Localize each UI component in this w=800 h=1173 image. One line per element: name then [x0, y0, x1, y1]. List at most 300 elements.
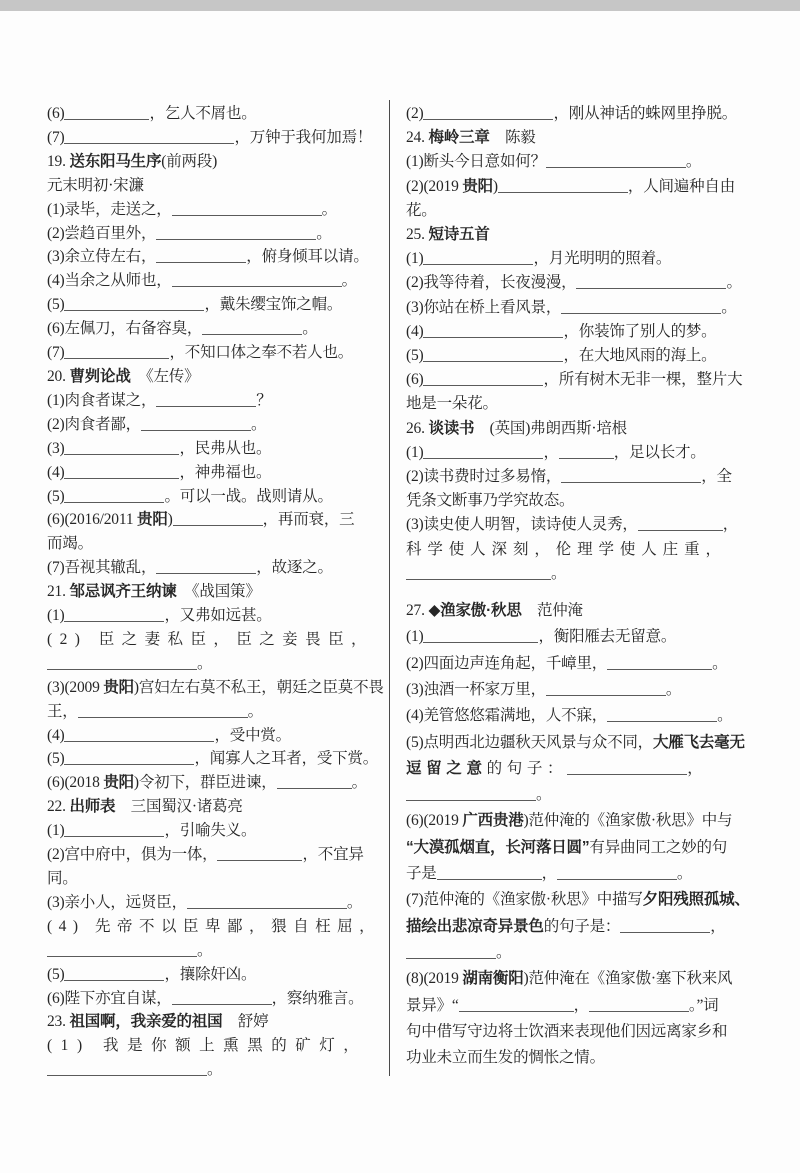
answer-blank — [459, 1007, 574, 1012]
text-segment: (7)范仲淹的《渔家傲·秋思》中描写 — [406, 891, 643, 909]
emphasized-text: 夕阳残照孤城、 — [642, 891, 750, 909]
text-segment: (2)尝趋百里外， — [47, 224, 157, 242]
text-segment: (5) — [47, 750, 65, 768]
text-segment: (1) 我是你额上熏黑的矿灯， — [47, 1037, 368, 1055]
answer-blank — [546, 163, 686, 168]
answer-blank — [173, 521, 263, 526]
text-line — [47, 198, 387, 222]
text-line — [47, 556, 387, 580]
text-segment: 的句子是： — [543, 917, 621, 935]
text-line — [406, 887, 772, 913]
text-segment: ，乞人不屑也。 — [149, 105, 257, 122]
text-segment: ， — [543, 443, 559, 461]
text-segment: 有异曲同工之妙的句 — [589, 838, 728, 856]
answer-blank — [406, 954, 496, 959]
question-heading — [406, 126, 772, 150]
text-segment: 27. — [406, 602, 429, 620]
text-segment: )范仲淹的《渔家傲·秋思》中与 — [523, 812, 733, 830]
text-line — [406, 513, 772, 537]
emphasized-text: 出师表 — [69, 798, 116, 816]
text-line — [406, 296, 772, 320]
text-segment: 。可以一战。战则请从。 — [164, 487, 333, 505]
text-segment: (8)(2019 — [406, 970, 463, 988]
text-segment: 地是一朵花。 — [406, 395, 498, 413]
answer-blank — [423, 638, 538, 643]
text-segment: 26. — [406, 419, 429, 437]
text-segment: ， — [541, 865, 557, 883]
text-line — [47, 389, 387, 413]
text-line — [406, 320, 772, 344]
text-segment: (1) — [406, 250, 424, 268]
text-line — [47, 508, 387, 532]
text-line — [406, 1045, 772, 1071]
question-heading — [47, 1010, 387, 1034]
text-line — [47, 222, 387, 246]
text-segment: (7)吾视其辙乱， — [47, 559, 157, 577]
text-line — [47, 413, 387, 437]
text-segment: ，受中赏。 — [214, 726, 291, 744]
answer-blank — [607, 717, 717, 722]
text-segment: 《左传》 — [130, 367, 200, 385]
text-line — [47, 700, 387, 724]
text-segment: 舒婷 — [222, 1013, 269, 1031]
text-line — [47, 724, 387, 748]
text-segment: ，不知口体之奉不若人也。 — [169, 344, 354, 362]
answer-blank — [406, 796, 536, 801]
answer-blank — [202, 330, 302, 335]
text-segment: (4) — [406, 322, 424, 340]
text-segment: (3)(2009 — [47, 678, 104, 696]
text-segment: (6)(2016/2011 — [47, 511, 138, 529]
answer-blank — [64, 832, 164, 837]
text-line — [406, 861, 772, 887]
emphasized-text: 贵阳 — [103, 678, 134, 696]
text-line — [406, 150, 772, 174]
answer-blank — [277, 784, 352, 789]
text-segment: 。 — [247, 702, 263, 720]
answer-blank — [559, 454, 614, 459]
answer-blank — [156, 258, 246, 263]
text-segment: 23. — [47, 1013, 70, 1031]
text-line — [406, 835, 772, 861]
text-line — [47, 485, 387, 509]
answer-blank — [620, 928, 710, 933]
text-segment: (2)读书费时过多易惰， — [406, 468, 562, 486]
text-segment: (1) — [406, 628, 424, 646]
text-line — [406, 940, 772, 966]
text-segment: 22. — [47, 798, 70, 816]
text-segment: 。 — [321, 200, 337, 218]
text-segment: 。 — [346, 893, 363, 911]
text-line — [47, 1034, 387, 1058]
text-segment: ，月光明明的照着。 — [533, 250, 672, 268]
right-column — [406, 102, 772, 1071]
answer-blank — [47, 1071, 207, 1076]
answer-blank — [423, 260, 533, 265]
text-line — [406, 344, 772, 368]
emphasized-text: 曹刿论战 — [69, 367, 131, 385]
text-line — [406, 538, 772, 562]
text-line — [406, 966, 772, 992]
text-segment: 。 — [685, 153, 702, 171]
text-segment: ，攘除奸凶。 — [164, 965, 257, 983]
text-segment: 21. — [47, 583, 70, 601]
text-segment: (5) — [406, 347, 424, 365]
emphasized-text: 短诗五首 — [428, 226, 490, 244]
text-segment: 陈毅 — [489, 129, 536, 147]
text-segment: (2) — [406, 105, 424, 122]
text-line — [47, 819, 387, 843]
answer-blank — [557, 875, 677, 880]
text-line — [406, 102, 772, 126]
answer-blank — [64, 450, 179, 455]
text-line — [47, 604, 387, 628]
text-line — [406, 756, 772, 782]
text-segment: 。 — [536, 786, 552, 804]
text-line — [406, 730, 772, 756]
question-heading — [47, 795, 387, 819]
text-segment: 句中借写守边将士饮酒来表现他们因远离家乡和 — [406, 1022, 728, 1040]
answer-blank — [406, 575, 551, 580]
text-line — [406, 465, 772, 489]
text-segment: ？ — [256, 391, 272, 409]
text-line — [406, 271, 772, 295]
text-line — [406, 624, 772, 650]
text-line — [47, 174, 387, 198]
text-segment: (2)四面边声连角起，千嶂里， — [406, 654, 608, 672]
text-segment: 。 — [676, 865, 693, 883]
answer-blank — [141, 426, 251, 431]
question-heading — [47, 580, 387, 604]
text-line — [406, 808, 772, 834]
text-segment: 。 — [207, 1061, 223, 1079]
question-heading — [47, 150, 387, 174]
answer-blank — [607, 665, 712, 670]
text-segment: ，又弗如远甚。 — [164, 607, 272, 625]
emphasized-text: “大漠孤烟直，长河落日圆” — [406, 838, 590, 856]
text-segment: ，察纳雅言。 — [271, 989, 364, 1007]
text-line — [47, 987, 387, 1011]
text-segment: (1)肉食者谋之， — [47, 391, 157, 409]
text-line — [47, 628, 387, 652]
text-line — [406, 175, 772, 199]
text-segment: 。 — [197, 941, 213, 959]
text-line — [47, 341, 387, 365]
text-segment: ， — [722, 516, 738, 534]
text-segment: (2)肉食者鄙， — [47, 415, 141, 433]
text-line — [47, 771, 387, 795]
text-segment: ，引喻失义。 — [164, 822, 257, 840]
text-segment: (5)点明西北边疆秋天风景与众不同， — [406, 733, 653, 751]
text-line — [47, 939, 387, 963]
text-segment: 。 — [551, 564, 567, 582]
answer-blank — [576, 284, 726, 289]
answer-blank — [561, 478, 701, 483]
text-segment: ，全 — [701, 468, 732, 486]
text-segment: ， — [573, 996, 589, 1014]
answer-blank — [172, 211, 322, 216]
answer-blank — [64, 737, 214, 742]
text-segment: 范仲淹 — [521, 602, 583, 620]
text-line — [406, 782, 772, 808]
text-segment: 科学使人深刻，伦理学使人庄重， — [406, 540, 727, 558]
text-segment: 功业未立而生发的惆怅之情。 — [406, 1049, 605, 1067]
text-segment: 。 — [341, 272, 357, 290]
text-line — [406, 651, 772, 677]
text-segment: ，刚从神话的蛛网里挣脱。 — [553, 105, 738, 122]
text-segment: 。 — [351, 774, 367, 792]
text-line — [406, 703, 772, 729]
question-heading — [47, 365, 387, 389]
text-line — [406, 247, 772, 271]
text-segment: ，衡阳雁去无留意。 — [538, 628, 677, 646]
text-line — [406, 993, 772, 1019]
text-segment: 25. — [406, 226, 429, 244]
answer-blank — [78, 713, 248, 718]
text-line — [406, 441, 772, 465]
column-divider — [389, 100, 390, 1076]
text-line — [47, 1058, 387, 1082]
answer-blank — [64, 498, 164, 503]
text-segment: 。 — [316, 224, 332, 242]
text-segment: )令初下，群臣进谏， — [133, 774, 277, 792]
text-segment: (3)读史使人明智，读诗使人灵秀， — [406, 516, 638, 534]
answer-blank — [64, 306, 204, 311]
text-segment: 同。 — [47, 870, 78, 887]
text-line — [47, 676, 387, 700]
text-segment: (7) — [47, 128, 65, 146]
emphasized-text: 大雁飞去毫无 — [652, 733, 745, 751]
text-segment: 子是 — [406, 865, 437, 883]
emphasized-text: 描绘出悲凉奇异景色 — [406, 917, 544, 935]
text-line — [47, 915, 387, 939]
text-segment: )范仲淹在《渔家傲·塞下秋来风 — [523, 970, 733, 988]
answer-blank — [172, 1000, 272, 1005]
text-segment: (6) — [406, 371, 424, 389]
text-segment: ) — [167, 511, 173, 529]
emphasized-text: 广西贵港 — [462, 812, 524, 830]
text-line — [47, 269, 387, 293]
text-segment: ， — [687, 759, 708, 777]
text-segment: ，所有树木无非一棵，整片大 — [543, 371, 743, 389]
text-segment: 而竭。 — [47, 535, 93, 553]
text-segment: 元末明初·宋濂 — [47, 176, 144, 194]
text-segment: (5) — [47, 487, 65, 505]
text-line — [406, 1019, 772, 1045]
emphasized-text: 贵阳 — [103, 774, 134, 792]
question-heading — [406, 417, 772, 441]
answer-blank — [217, 856, 302, 861]
answer-blank — [64, 139, 234, 144]
answer-blank — [64, 617, 164, 622]
text-line — [406, 392, 772, 416]
text-segment: ) — [492, 177, 498, 195]
text-segment: (1)断头今日意如何？ — [406, 153, 546, 171]
text-segment: ，在大地风雨的海上。 — [563, 347, 717, 365]
answer-blank — [187, 904, 347, 909]
text-segment: (3)余立侍左右， — [47, 248, 157, 266]
text-segment: ，再而衰，三 — [262, 511, 355, 529]
text-segment: (4) — [47, 726, 65, 744]
answer-blank — [561, 309, 721, 314]
text-line — [47, 293, 387, 317]
text-segment: (4)羌管悠悠霜满地，人不寐， — [406, 707, 608, 725]
text-segment: (6)(2018 — [47, 774, 104, 792]
text-segment: ，万钟于我何加焉！ — [234, 128, 373, 146]
text-line — [47, 317, 387, 341]
text-line — [47, 747, 387, 771]
text-segment: 。 — [721, 298, 737, 316]
answer-blank — [423, 115, 553, 120]
text-segment: (5) — [47, 965, 65, 983]
text-segment: (英国)弗朗西斯·培根 — [474, 419, 627, 437]
text-segment: 王， — [47, 702, 78, 720]
emphasized-text: ◆渔家傲·秋思 — [428, 602, 522, 620]
text-segment: (5) — [47, 296, 65, 314]
text-line — [47, 867, 387, 891]
text-segment: (6) — [47, 105, 65, 122]
question-heading — [406, 598, 772, 624]
answer-blank — [47, 665, 197, 670]
text-line — [406, 199, 772, 223]
answer-blank — [423, 454, 543, 459]
text-segment: ，故逐之。 — [256, 559, 333, 577]
text-segment: ，俯身倾耳以请。 — [246, 248, 369, 266]
text-segment: ，神弗福也。 — [179, 463, 272, 481]
text-line — [47, 532, 387, 556]
text-segment: (4)当余之从师也， — [47, 272, 172, 290]
text-segment: 三国蜀汉·诸葛亮 — [115, 798, 243, 816]
text-segment: 。 — [302, 320, 318, 338]
answer-blank — [498, 188, 628, 193]
answer-blank — [47, 952, 197, 957]
text-segment: ， — [710, 917, 726, 935]
answer-blank — [156, 569, 256, 574]
text-segment: (6)陛下亦宜自谋， — [47, 989, 172, 1007]
emphasized-text: 邹忌讽齐王纳谏 — [69, 583, 177, 601]
text-segment: ，不宜异 — [302, 846, 364, 864]
answer-blank — [64, 474, 179, 479]
right-column-question-27-section — [406, 598, 772, 1071]
text-line — [47, 437, 387, 461]
emphasized-text: 谈读书 — [428, 419, 475, 437]
answer-blank — [156, 235, 316, 240]
answer-blank — [64, 976, 164, 981]
emphasized-text: 祖国啊，我亲爱的祖国 — [69, 1013, 223, 1031]
text-segment: (6)左佩刀，右备容臭， — [47, 320, 203, 338]
text-segment: (2)我等待着，长夜漫漫， — [406, 274, 577, 292]
text-segment: (前两段) — [161, 152, 218, 170]
text-line — [47, 102, 387, 126]
text-line — [406, 914, 772, 940]
text-segment: (2)(2019 — [406, 177, 463, 195]
answer-blank — [546, 691, 666, 696]
text-segment: ，戴朱缨宝饰之帽。 — [204, 296, 343, 314]
emphasized-text: 贵阳 — [137, 511, 168, 529]
text-segment: ，人间遍种自由 — [627, 177, 735, 195]
scan-top-bar — [0, 0, 800, 11]
text-segment: 20. — [47, 367, 70, 385]
text-segment: 。 — [496, 943, 512, 961]
text-segment: (2) 臣之妻私臣，臣之妾畏臣， — [47, 630, 374, 648]
text-segment: 凭条文断事乃学究故态。 — [406, 492, 575, 510]
emphasized-text: 湖南衡阳 — [462, 970, 524, 988]
left-column — [47, 102, 387, 1082]
text-segment: 的句子： — [486, 759, 568, 777]
answer-blank — [64, 115, 149, 120]
text-line — [47, 963, 387, 987]
text-segment: 。 — [712, 654, 728, 672]
text-line — [47, 891, 387, 915]
emphasized-text: 梅岭三章 — [428, 129, 490, 147]
emphasized-text: 贵阳 — [462, 177, 493, 195]
text-line — [406, 489, 772, 513]
text-segment: ，闻寡人之耳者，受下赏。 — [194, 750, 379, 768]
answer-blank — [423, 333, 563, 338]
answer-blank — [156, 402, 256, 407]
text-segment: (3) — [47, 439, 65, 457]
emphasized-text: 逗留之意 — [406, 759, 487, 777]
answer-blank — [437, 875, 542, 880]
text-line — [47, 652, 387, 676]
answer-blank — [172, 282, 342, 287]
text-line — [47, 245, 387, 269]
text-segment: (1)录毕，走送之， — [47, 200, 172, 218]
text-line — [406, 368, 772, 392]
text-line — [47, 843, 387, 867]
text-segment: (2)宫中府中，俱为一体， — [47, 846, 218, 864]
emphasized-text: 送东阳马生序 — [69, 152, 162, 170]
text-segment: 。”词 — [688, 996, 719, 1014]
text-segment: 19. — [47, 152, 70, 170]
text-segment: (1) — [47, 607, 65, 625]
text-line — [47, 126, 387, 150]
text-segment: (4) — [47, 463, 65, 481]
text-segment: (7) — [47, 344, 65, 362]
text-segment: (4) 先帝不以臣卑鄙，猥自枉屈， — [47, 917, 382, 935]
text-line — [406, 677, 772, 703]
answer-blank — [589, 1007, 689, 1012]
text-segment: 。 — [665, 680, 682, 698]
text-segment: (1) — [406, 443, 424, 461]
answer-blank — [567, 770, 687, 775]
text-segment: 。 — [726, 274, 742, 292]
text-segment: 景异》“ — [406, 996, 459, 1014]
text-segment: 。 — [717, 707, 733, 725]
right-column-top-section — [406, 102, 772, 586]
answer-blank — [64, 760, 194, 765]
text-segment: ，民弗从也。 — [179, 439, 272, 457]
text-segment: 花。 — [406, 201, 437, 219]
text-segment: 。 — [250, 415, 267, 433]
answer-blank — [638, 526, 723, 531]
text-segment: )宫妇左右莫不私王，朝廷之臣莫不畏 — [133, 678, 384, 696]
text-segment: ，你装饰了别人的梦。 — [563, 322, 717, 340]
text-segment: 24. — [406, 129, 429, 147]
answer-blank — [64, 354, 169, 359]
text-segment: 《战国策》 — [176, 583, 261, 601]
text-segment: ，足以长才。 — [613, 443, 706, 461]
text-line — [406, 562, 772, 586]
text-segment: 。 — [197, 654, 213, 672]
text-line — [47, 461, 387, 485]
answer-blank — [423, 357, 563, 362]
text-segment: (3)亲小人，远贤臣， — [47, 893, 187, 911]
text-segment: (1) — [47, 822, 65, 840]
text-segment: (3)浊酒一杯家万里， — [406, 680, 546, 698]
answer-blank — [423, 381, 543, 386]
question-heading — [406, 223, 772, 247]
